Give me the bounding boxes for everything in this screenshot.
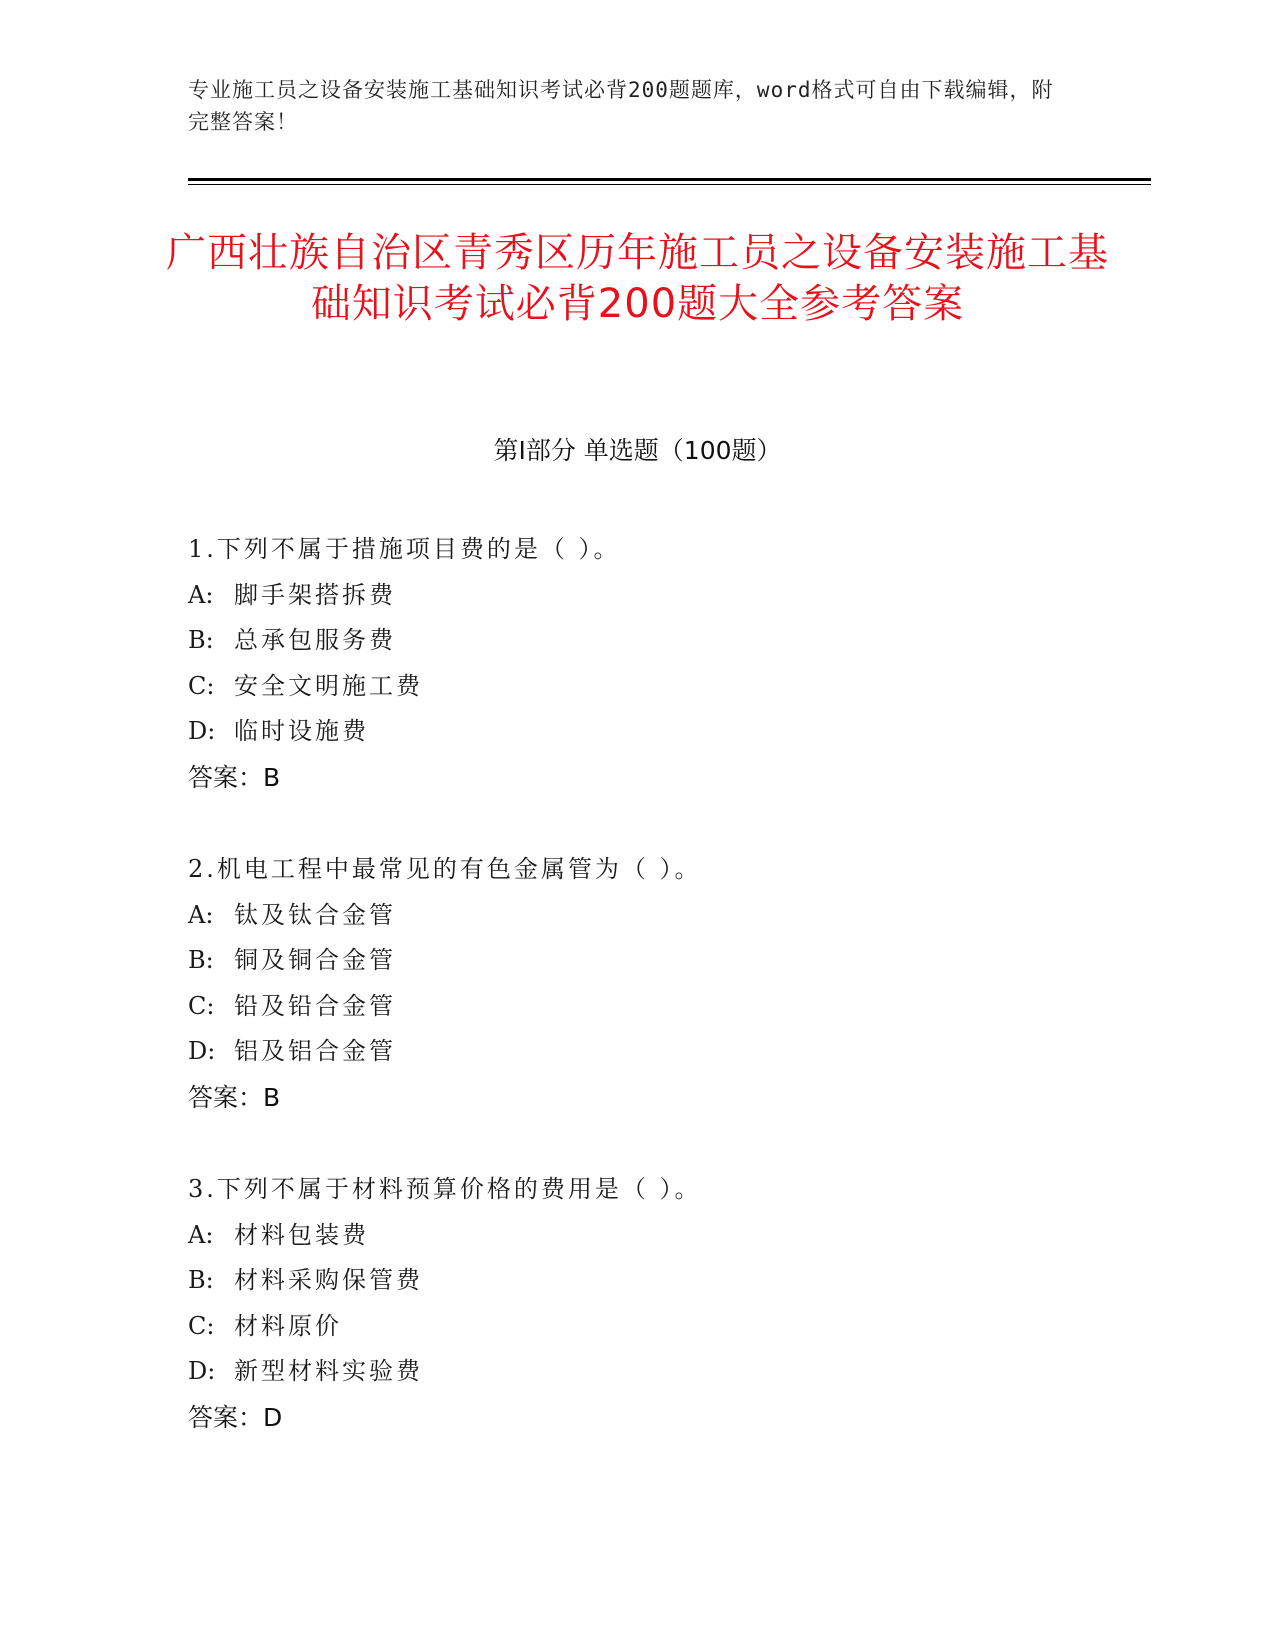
header-rule-thin (188, 184, 1151, 185)
question-2 (188, 847, 1138, 1120)
option-d (188, 1349, 1138, 1395)
question-stem (188, 527, 1138, 573)
question-list (188, 527, 1138, 1487)
question-1 (188, 527, 1138, 800)
option-text: 钛及钛合金管 (234, 900, 396, 929)
question-text: 下列不属于材料预算价格的费用是（ ）。 (216, 1175, 702, 1203)
option-b (188, 1258, 1138, 1304)
option-text: 总承包服务费 (234, 626, 396, 654)
option-text: 铜及铜合金管 (234, 946, 396, 974)
header-rule-thick (188, 178, 1151, 181)
answer-label: 答案： (188, 1082, 264, 1112)
section-title: 第Ⅰ部分 单选题（100题） (493, 436, 782, 465)
option-c (188, 1304, 1138, 1350)
option-text: 新型材料实验费 (234, 1357, 423, 1385)
option-key: D: (188, 1357, 216, 1385)
option-d (188, 1029, 1138, 1075)
answer-value: B (263, 1082, 281, 1112)
option-text: 临时设施费 (234, 717, 369, 745)
option-text: 铝及铝合金管 (234, 1037, 396, 1065)
answer-value: B (263, 762, 281, 792)
option-text: 材料采购保管费 (234, 1266, 423, 1294)
answer-line (188, 1395, 1138, 1441)
option-b (188, 618, 1138, 664)
document-title: 广西壮族自治区青秀区历年施工员之设备安装施工基础知识考试必背200题大全参考答案 (166, 230, 1109, 327)
option-key: A: (188, 1220, 214, 1249)
option-c (188, 664, 1138, 710)
option-key: B: (188, 626, 214, 654)
question-text: 下列不属于措施项目费的是（ ）。 (216, 535, 621, 563)
option-key: B: (188, 1266, 214, 1294)
option-text: 铅及铅合金管 (234, 991, 396, 1020)
option-a (188, 573, 1138, 619)
option-d (188, 709, 1138, 755)
option-a (188, 1213, 1138, 1259)
answer-label: 答案： (188, 1402, 264, 1432)
question-3 (188, 1167, 1138, 1440)
question-stem (188, 1167, 1138, 1213)
option-key: D: (188, 1037, 216, 1065)
answer-line (188, 755, 1138, 801)
question-number: 1. (188, 535, 217, 563)
option-c (188, 984, 1138, 1030)
header-note: 专业施工员之设备安装施工基础知识考试必背200题题库，word格式可自由下载编辑，附完整答案！ (188, 78, 1054, 134)
question-number: 3. (188, 1175, 217, 1203)
option-key: A: (188, 900, 214, 929)
option-key: D: (188, 717, 216, 745)
answer-line (188, 1075, 1138, 1121)
option-key: C: (188, 671, 215, 700)
option-text: 材料原价 (234, 1311, 342, 1340)
question-stem (188, 847, 1138, 893)
option-key: A: (188, 580, 214, 609)
option-key: C: (188, 1311, 215, 1340)
option-key: C: (188, 991, 215, 1020)
option-text: 材料包装费 (234, 1220, 369, 1249)
question-number: 2. (188, 855, 217, 883)
option-text: 安全文明施工费 (234, 671, 423, 700)
option-key: B: (188, 946, 214, 974)
answer-label: 答案： (188, 762, 264, 792)
option-text: 脚手架搭拆费 (234, 580, 396, 609)
answer-value: D (263, 1402, 283, 1432)
option-b (188, 938, 1138, 984)
option-a (188, 893, 1138, 939)
question-text: 机电工程中最常见的有色金属管为（ ）。 (216, 855, 702, 883)
